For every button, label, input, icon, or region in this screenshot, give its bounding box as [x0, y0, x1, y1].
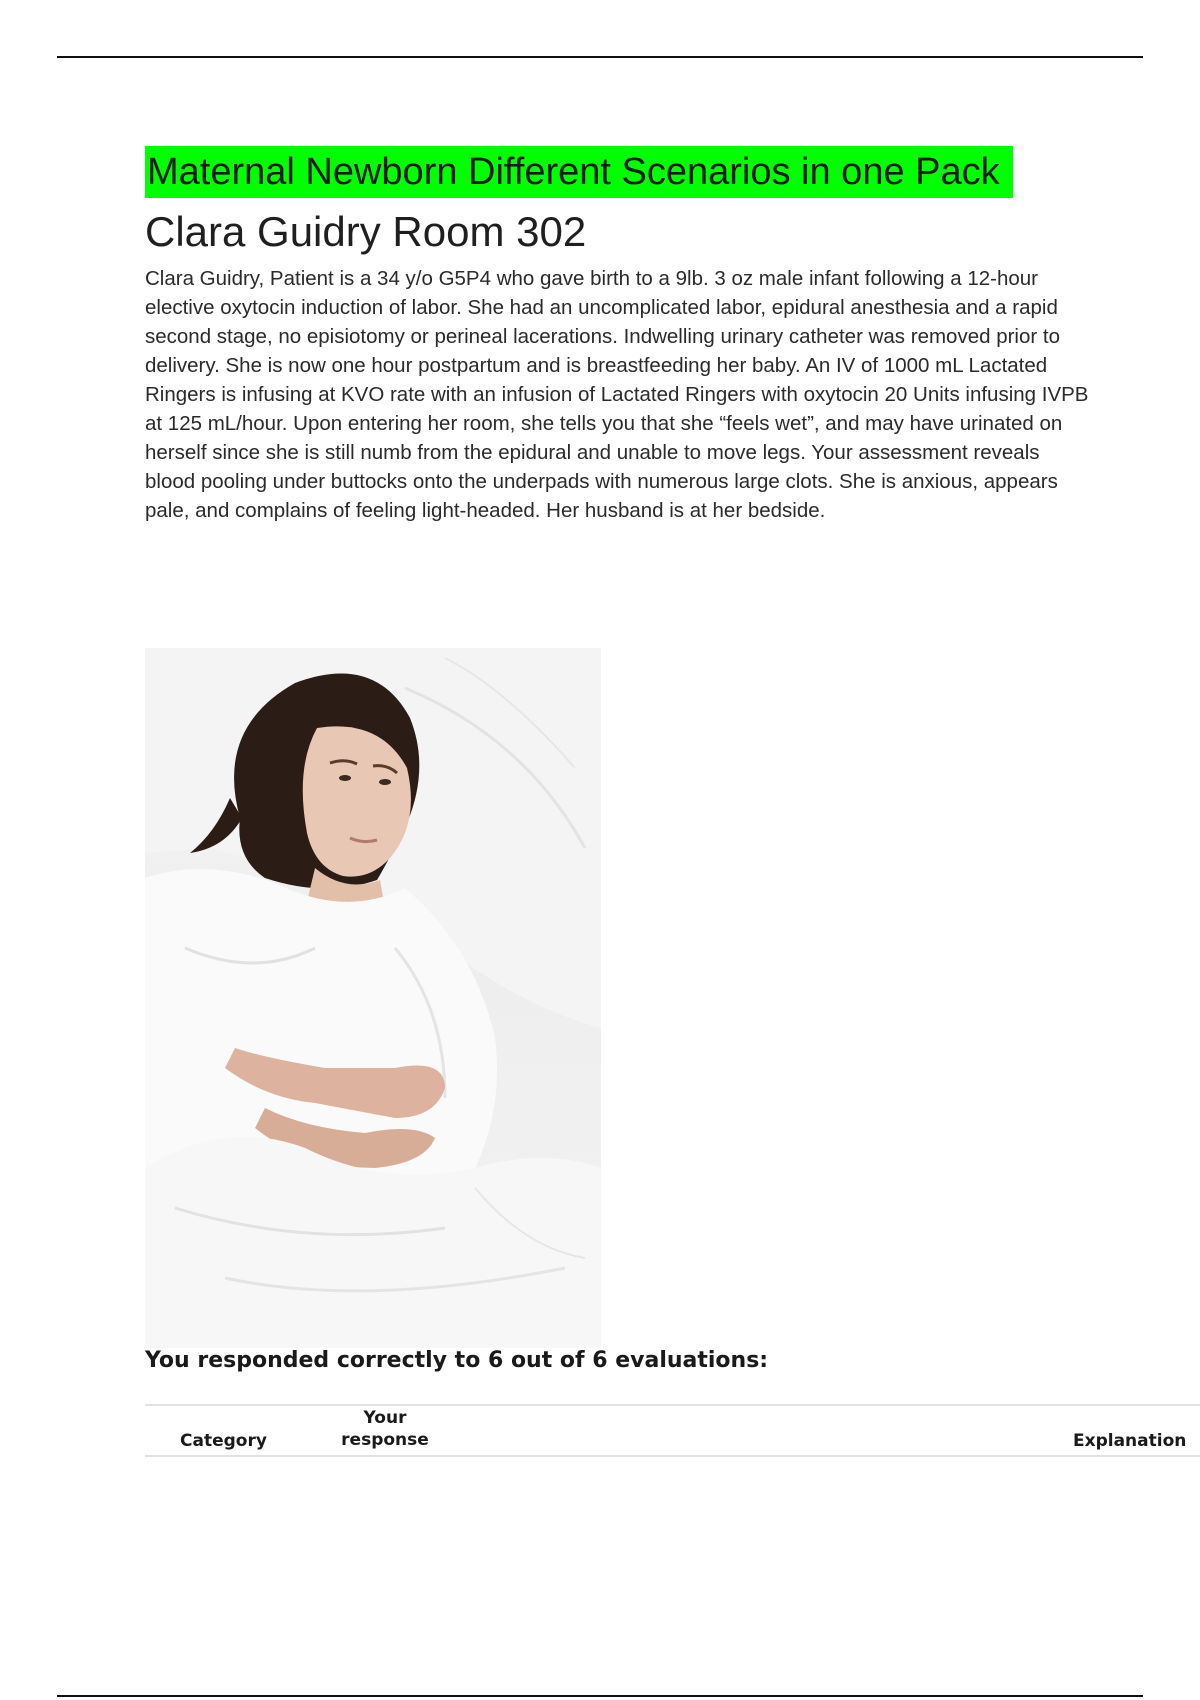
scenario-paragraph: Clara Guidry, Patient is a 34 y/o G5P4 who gave birth to a 9lb. 3 oz male infant following a 12-hour elective oxytocin induction of labor. She had an uncomplicated labor, epidural anesthesia and a rapid second stage, no episiotomy or perineal lacerations. Indwelling urinary catheter was removed prior to delivery. She is now one hour postpartum and is breastfeeding her baby. An IV of 1000 mL Lactated Ringers is infusing at KVO rate with an infusion of Lactated Ringers with oxytocin 20 Units infusing IVPB at 125 mL/hour. Upon entering her room, she tells you that she “feels wet”, and may have urinated on herself since she is still numb from the epidural and unable to move legs. Your assessment reveals blood pooling under buttocks onto the underpads with numerous large clots. She is anxious, appears pale, and complains of feeling light-headed. Her husband is at her bedside.	[145, 267, 1089, 522]
your-response-column-header	[330, 1407, 440, 1451]
patient-room-heading: Clara Guidry Room 302	[145, 208, 587, 255]
patient-photo	[145, 648, 601, 1348]
highlighted-document-title: Maternal Newborn Different Scenarios in one Pack	[145, 146, 1013, 198]
your-response-header-line2: response	[341, 1430, 429, 1450]
evaluation-result-summary: You responded correctly to 6 out of 6 evaluations:	[145, 1348, 769, 1373]
category-column-header: Category	[180, 1431, 267, 1451]
explanation-column-header: Explanation	[1073, 1431, 1187, 1451]
table-header-bottom-rule	[145, 1455, 1200, 1457]
top-rule	[57, 56, 1143, 58]
your-response-header-line1: Your	[363, 1408, 407, 1428]
bottom-rule	[57, 1695, 1143, 1697]
table-top-rule	[145, 1404, 1200, 1406]
